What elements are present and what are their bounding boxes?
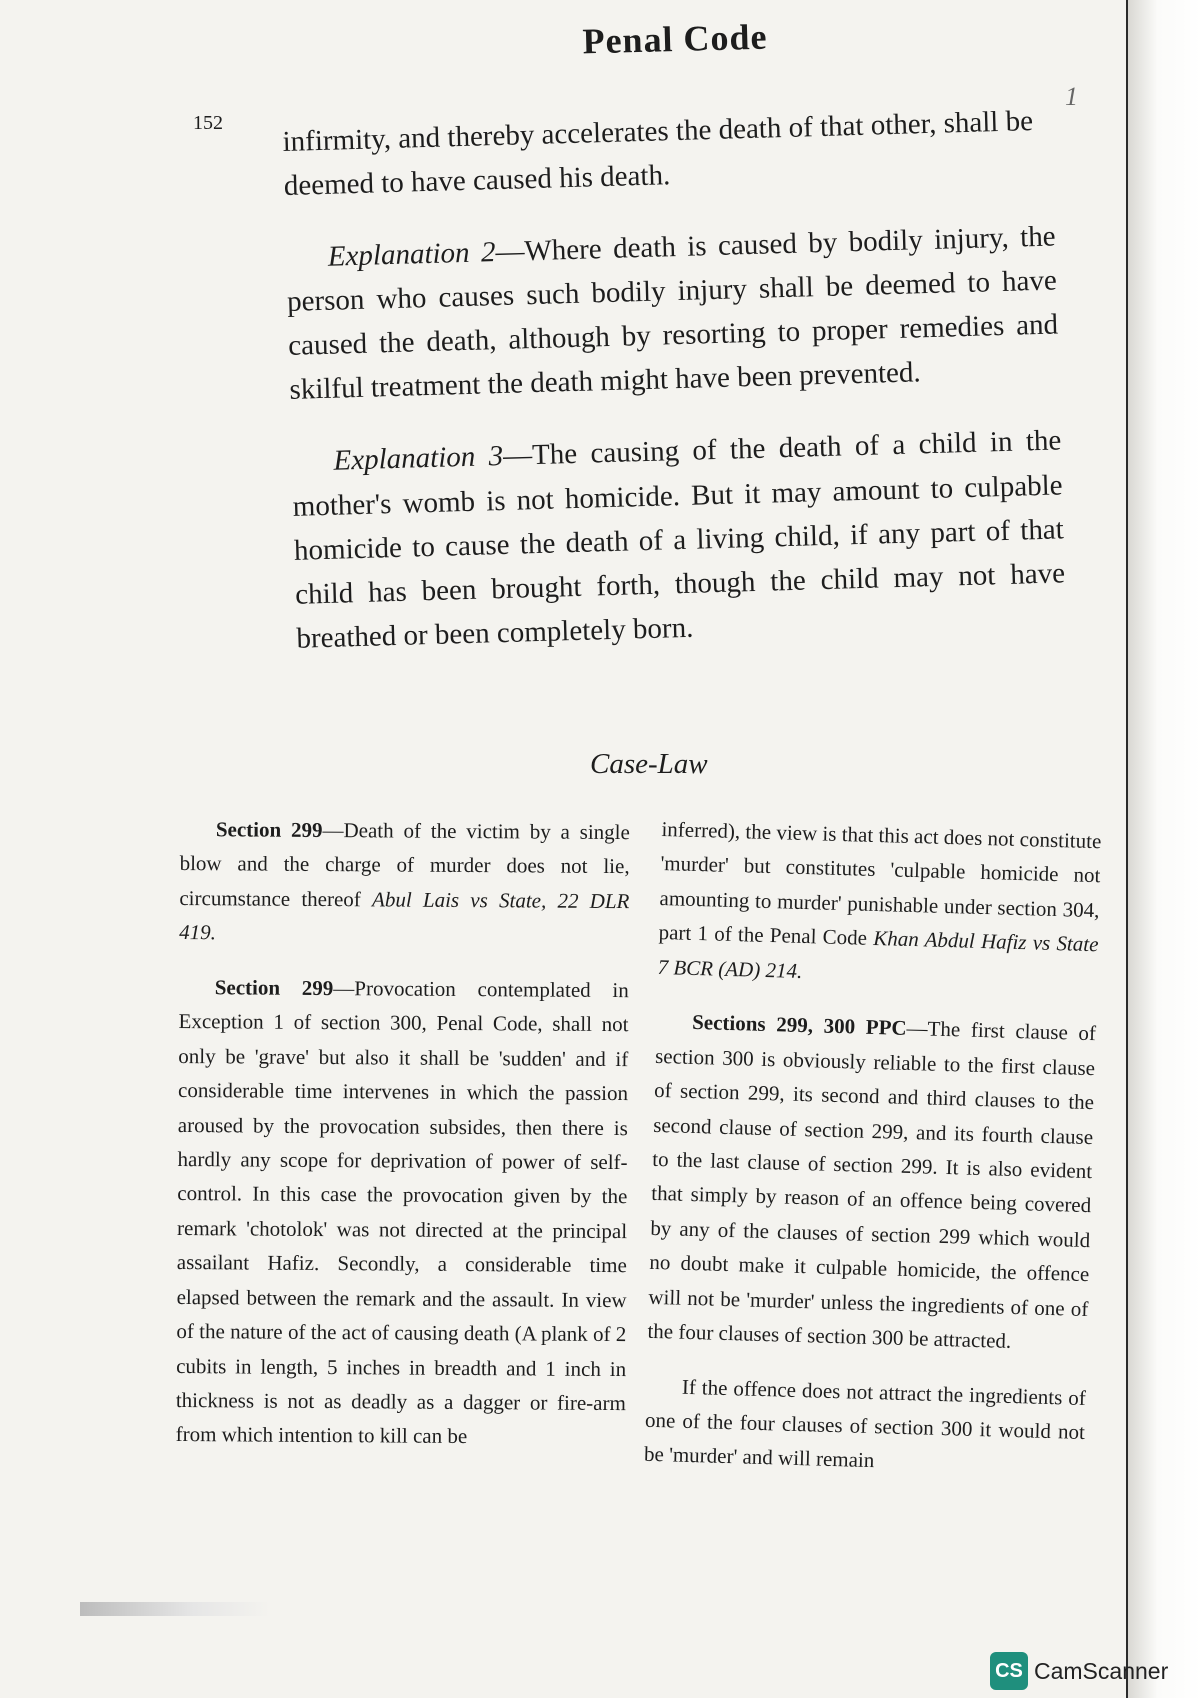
- corner-mark: 1: [1065, 82, 1078, 111]
- explanation-2-text: —Where death is caused by bodily injury, the person who causes such bodily injury shall be deemed to have caused the death, although by resorting to proper remedies and skilful treatment the death might have been prevented.: [286, 220, 1059, 407]
- continuation-paragraph: infirmity, and thereby accelerates the death of that other, shall be deemed to have caused his death.: [282, 105, 1034, 203]
- case-paragraph: [176, 970, 629, 1455]
- case-paragraph: [644, 1368, 1087, 1484]
- explanation-2: [285, 215, 1060, 413]
- main-text: [282, 99, 1068, 689]
- case-paragraph: [647, 1004, 1096, 1361]
- case-text: If the offence does not attract the ingredients of one of the four clauses of section 300 it would not be 'murder' and will remain: [643, 1374, 1087, 1473]
- scan-smudge: [80, 1602, 270, 1616]
- running-title: Penal Code: [582, 16, 768, 62]
- case-lead: Section 299: [215, 817, 323, 842]
- case-paragraph: [657, 812, 1102, 996]
- camscanner-name: CamScanner: [1034, 1657, 1169, 1684]
- case-lead: Sections 299, 300 PPC: [691, 1010, 907, 1041]
- explanation-2-label: Explanation 2: [327, 236, 496, 273]
- explanation-3-text: —The causing of the death of a child in the mother's womb is not homicide. But it may amount to culpable homicide to cause the death of a living child, if any part of that child has been brought forth, though the child may not have breathed or been completely born.: [292, 424, 1066, 655]
- case-text: inferred), the view is that this act does not constitute 'murder' but constitutes 'culpable homicide not amounting to murder' punishable under section 304, part 1 of the Penal Code: [658, 816, 1102, 951]
- case-citation: Khan Abdul Hafiz vs State 7 BCR (AD) 214.: [657, 926, 1099, 983]
- explanation-3-label: Explanation 3: [333, 440, 504, 478]
- explanation-3: [291, 419, 1067, 661]
- left-column: [175, 812, 630, 1475]
- right-column: [643, 812, 1102, 1504]
- case-text: —Provocation contemplated in Exception 1 of section 300, Penal Code, shall not only be 'grave' but also it shall be 'sudden' and if considerable time intervenes in which the passion aroused by the provocation subsides, then there is hardly any scope for deprivation of power of self-control. In this case the provocation given by the remark 'chotolok' was not directed at the principal assailant Hafiz. Secondly, a considerable time elapsed between the remark and the assault. In view of the nature of the act of causing death (A plank of 2 cubits in length, 5 inches in breadth and 1 inch in thickness is not as deadly as a dagger or fire-arm from which intention to kill can be: [175, 975, 629, 1449]
- case-citation: Abul Lais vs State, 22 DLR 419.: [179, 887, 630, 945]
- camscanner-watermark: [990, 1652, 1168, 1690]
- page-edge: [1126, 0, 1200, 1698]
- case-text: —Death of the victim by a single blow and the charge of murder does not lie, circumstance thereof: [179, 817, 630, 912]
- case-paragraph: [179, 812, 630, 953]
- case-text: —The first clause of section 300 is obviously reliable to the first clause of section 299, its second and third clauses to the second clause of section 299, and its fourth clause to the last clause of section 299. It is also evident that simply by reason of an offence being covered by any of the clauses of section 299 which would no doubt make it culpable homicide, the offence will not be 'murder' unless the ingredients of one of the four clauses of section 300 be attracted.: [647, 1016, 1097, 1354]
- camscanner-logo-icon: CS: [990, 1652, 1028, 1690]
- case-lead: Section 299: [214, 974, 334, 1000]
- case-law-heading: Case-Law: [590, 748, 708, 780]
- page-number: 152: [193, 112, 223, 134]
